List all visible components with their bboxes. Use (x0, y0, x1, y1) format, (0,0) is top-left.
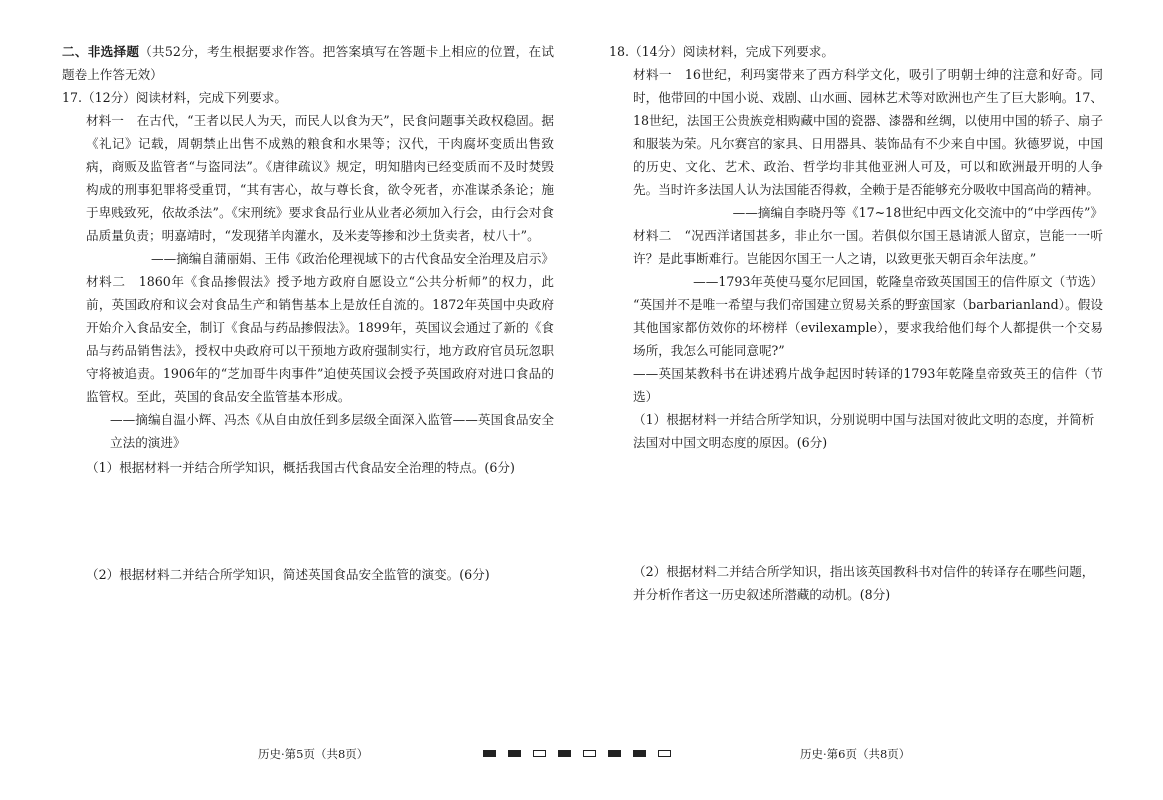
q18-subquestion-1: （1）根据材料一并结合所学知识，分别说明中国与法国对彼此文明的态度，并简析法国对中国文明态度的原因。(6分) (633, 412, 1095, 450)
q18-material-1-source: ——摘编自李晓丹等《17~18世纪中西文化交流中的“中学西传”》 (732, 205, 1103, 220)
q18-material-2-translation-source: ——英国某教科书在讲述鸦片战争起因时转译的1793年乾隆皇帝致英王的信件（节选） (633, 366, 1103, 404)
section-heading (62, 40, 554, 86)
q17-material-1: 材料一 在古代，“王者以民人为天，而民人以食为天”，民食问题事关政权稳固。据《礼记》记载，周朝禁止出售不成熟的粮食和水果等；汉代，干肉腐坏变质出售致病，商贩及监管者“与盗同法”。《唐律疏议》规定，明知腊肉已经变质而不及时焚毁构成的刑事犯罪将受重罚，“其有害心，故与尊长食，欲令死者，亦准谋杀条论；施于卑贱致死，依故杀法”。《宋刑统》要求食品行业从业者必须加入行会，由行会对食品质量负责；明嘉靖时，“发现猪羊肉灌水，及米麦等掺和沙土货卖者，杖八十”。 (86, 113, 554, 243)
page-marker-filled (558, 750, 571, 757)
q17-material-1-source: ——摘编自蒲丽娟、王伟《政治伦理视域下的古代食品安全治理及启示》 (151, 251, 554, 266)
page-marker-filled (633, 750, 646, 757)
page-marker-outline (583, 750, 596, 757)
q17-subquestion-2: （2）根据材料二并结合所学知识，简述英国食品安全监管的演变。(6分) (86, 567, 490, 582)
page-marker-strip (483, 750, 671, 757)
q17-material-2: 材料二 1860年《食品掺假法》授予地方政府自愿设立“公共分析师”的权力，此前，英国政府和议会对食品生产和销售基本上是放任自流的。1872年英国中央政府开始介入食品安全，制订《食品与药品掺假法》。1899年，英国议会通过了新的《食品与药品销售法》，授权中央政府可以干预地方政府强制实行，地方政府官员玩忽职守将被追责。1906年的“芝加哥牛肉事件”迫使英国议会授予英国政府对进口食品的监管权。至此，英国的食品安全监管基本形成。 (86, 274, 554, 404)
q18-material-1: 材料一 16世纪，利玛窦带来了西方科学文化，吸引了明朝士绅的注意和好奇。同时，他带回的中国小说、戏剧、山水画、园林艺术等对欧洲也产生了巨大影响。17、18世纪，法国王公贵族竞相购藏中国的瓷器、漆器和丝绸，以使用中国的轿子、扇子和服装为荣。凡尔赛宫的家具、日用器具、装饰品有不少来自中国。狄德罗说，中国的历史、文化、艺术、政治、哲学均非其他亚洲人可及，可以和欧洲最开明的人争先。当时许多法国人认为法国能否得救，全赖于是否能够充分吸收中国高尚的精神。 (633, 67, 1103, 197)
left-page-footer: 历史·第5页（共8页） (258, 747, 369, 761)
question-17-title: 17.（12分）阅读材料，完成下列要求。 (62, 90, 287, 105)
right-page (609, 40, 1103, 606)
page-marker-filled (508, 750, 521, 757)
q18-material-2-original: 材料二 “况西洋诸国甚多，非止尔一国。若俱似尔国王恳请派人留京，岂能一一听许？是此事断难行。岂能因尔国王一人之请，以致更张天朝百余年法度。” (633, 228, 1103, 266)
page-marker-filled (483, 750, 496, 757)
page-marker-outline (533, 750, 546, 757)
q18-material-2-translation: “英国并不是唯一希望与我们帝国建立贸易关系的野蛮国家（barbarianland）。假设其他国家都仿效你的坏榜样（evilexample），要求我给他们每个人都提供一个交易场所，我怎么可能同意呢?” (633, 297, 1103, 358)
section-heading-bold: 二、非选择题 (62, 44, 140, 59)
q18-material-2-original-source: ——1793年英使马戛尔尼回国，乾隆皇帝致英国国王的信件原文（节选） (693, 274, 1103, 289)
q18-subquestion-2: （2）根据材料二并结合所学知识，指出该英国教科书对信件的转译存在哪些问题，并分析作者这一历史叙述所潜藏的动机。(8分) (633, 564, 1095, 602)
left-page (62, 40, 554, 586)
page-marker-outline (658, 750, 671, 757)
question-18-title: 18.（14分）阅读材料，完成下列要求。 (609, 44, 834, 59)
q17-material-2-source: ——摘编自温小辉、冯杰《从自由放任到多层级全面深入监管——英国食品安全立法的演进》 (110, 412, 554, 450)
q17-subquestion-1: （1）根据材料一并结合所学知识，概括我国古代食品安全治理的特点。(6分) (86, 460, 515, 475)
section-heading-rest: （共52分，考生根据要求作答。把答案填写在答题卡上相应的位置，在试题卷上作答无效） (62, 44, 554, 82)
page-marker-filled (608, 750, 621, 757)
right-page-footer: 历史·第6页（共8页） (800, 747, 911, 761)
